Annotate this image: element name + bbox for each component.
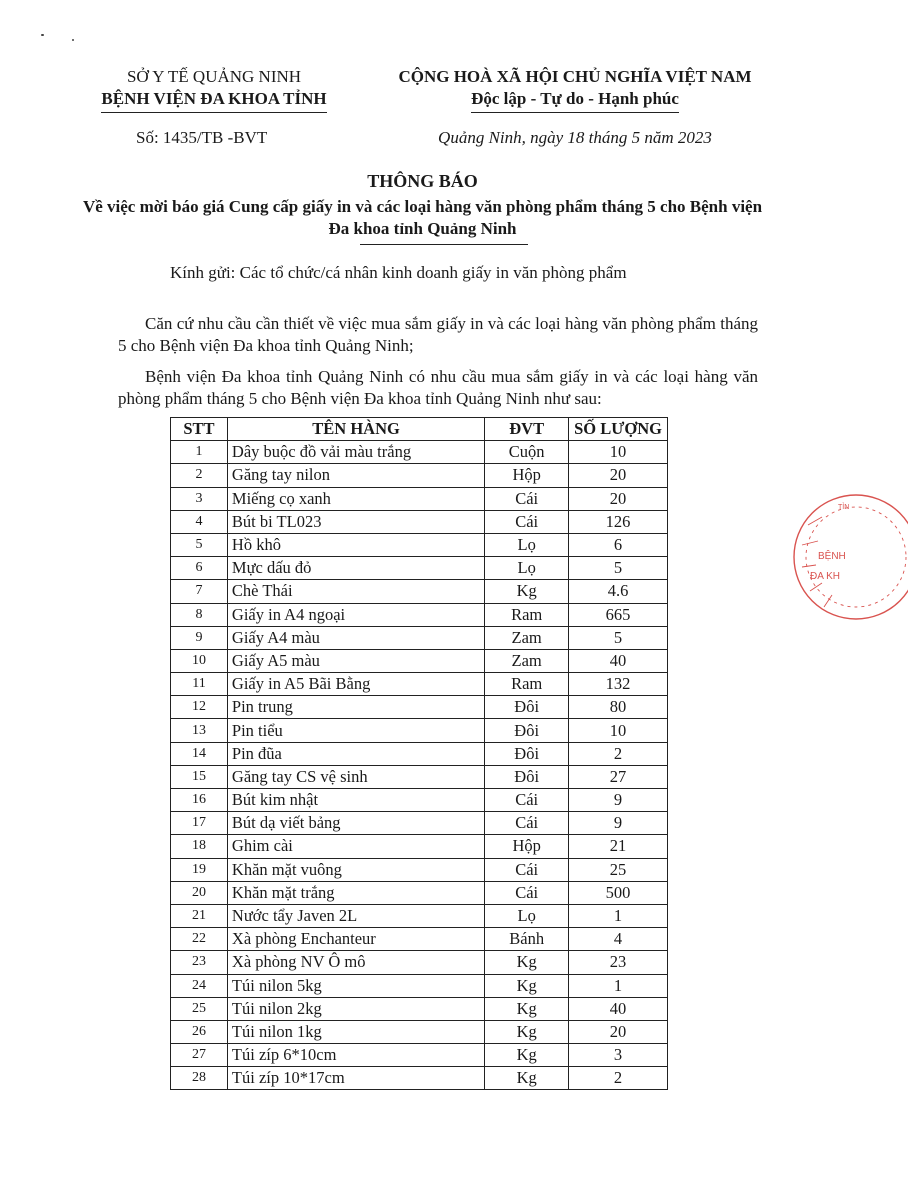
row-number: 15 [171,765,228,788]
header-item-name: TÊN HÀNG [227,418,484,441]
table-row [171,1067,668,1090]
table-row [171,557,668,580]
scan-speck [72,39,74,41]
red-seal-stamp [788,495,908,625]
item-unit: Ram [485,673,569,696]
item-name: Bút kim nhật [227,789,484,812]
item-name: Bút bi TL023 [227,510,484,533]
item-unit: Cái [485,881,569,904]
row-number: 6 [171,557,228,580]
item-unit: Bánh [485,928,569,951]
row-number: 19 [171,858,228,881]
table-row [171,626,668,649]
header-unit: ĐVT [485,418,569,441]
table-row [171,904,668,927]
row-number: 13 [171,719,228,742]
table-row [171,997,668,1020]
item-unit: Kg [485,580,569,603]
row-number: 11 [171,673,228,696]
item-quantity: 1 [569,974,668,997]
item-unit: Cái [485,812,569,835]
item-quantity: 126 [569,510,668,533]
row-number: 21 [171,904,228,927]
row-number: 8 [171,603,228,626]
table-row [171,580,668,603]
item-name: Ghim cài [227,835,484,858]
table-row [171,765,668,788]
item-unit: Cái [485,789,569,812]
row-number: 26 [171,1020,228,1043]
item-unit: Đôi [485,765,569,788]
item-unit: Kg [485,974,569,997]
table-row [171,673,668,696]
item-name: Giấy A5 màu [227,649,484,672]
row-number: 3 [171,487,228,510]
table-row [171,1020,668,1043]
table-row [171,464,668,487]
item-unit: Đôi [485,696,569,719]
table-row [171,510,668,533]
document-subtitle: Về việc mời báo giá Cung cấp giấy in và các loại hàng văn phòng phẩm tháng 5 cho Bệnh viện Đa khoa tỉnh Quảng Ninh [82,197,763,238]
row-number: 28 [171,1067,228,1090]
item-name: Găng tay nilon [227,464,484,487]
agency-parent: SỞ Y TẾ QUẢNG NINH [126,67,302,86]
row-number: 12 [171,696,228,719]
row-number: 25 [171,997,228,1020]
item-quantity: 21 [569,835,668,858]
table-row [171,1044,668,1067]
svg-text:TỈN: TỈN [838,504,850,511]
item-quantity: 2 [569,742,668,765]
svg-text:ĐA KH: ĐA KH [810,571,841,582]
document-title: THÔNG BÁO [367,171,478,191]
item-unit: Kg [485,997,569,1020]
row-number: 27 [171,1044,228,1067]
table-row [171,441,668,464]
item-quantity: 80 [569,696,668,719]
row-number: 5 [171,533,228,556]
item-quantity: 10 [569,719,668,742]
title-underline [360,244,528,245]
item-unit: Hộp [485,464,569,487]
item-unit: Cuộn [485,441,569,464]
item-unit: Ram [485,603,569,626]
addressee-line: Kính gửi: Các tổ chức/cá nhân kinh doanh giấy in văn phòng phẩm [170,263,627,282]
scan-speck [41,34,44,36]
item-quantity: 40 [569,649,668,672]
item-name: Giấy in A5 Bãi Bằng [227,673,484,696]
table-row [171,951,668,974]
item-name: Miếng cọ xanh [227,487,484,510]
item-name: Túi zíp 6*10cm [227,1044,484,1067]
row-number: 17 [171,812,228,835]
item-quantity: 665 [569,603,668,626]
item-name: Nước tẩy Javen 2L [227,904,484,927]
item-unit: Hộp [485,835,569,858]
table-row [171,881,668,904]
table-header-row [171,418,668,441]
item-unit: Zam [485,626,569,649]
item-unit: Đôi [485,719,569,742]
item-name: Găng tay CS vệ sinh [227,765,484,788]
item-name: Khăn mặt trắng [227,881,484,904]
item-quantity: 4 [569,928,668,951]
item-name: Xà phòng Enchanteur [227,928,484,951]
item-name: Giấy A4 màu [227,626,484,649]
item-name: Hồ khô [227,533,484,556]
item-unit: Lọ [485,533,569,556]
item-unit: Cái [485,510,569,533]
item-unit: Kg [485,1044,569,1067]
items-table-body [171,441,668,1090]
country-name: CỘNG HOÀ XÃ HỘI CHỦ NGHĨA VIỆT NAM [398,67,752,86]
row-number: 7 [171,580,228,603]
row-number: 22 [171,928,228,951]
item-name: Pin trung [227,696,484,719]
item-unit: Kg [485,951,569,974]
document-number: Số: 1435/TB -BVT [136,128,268,147]
paragraph-basis: Căn cứ nhu cầu cần thiết về việc mua sắm giấy in và các loại hàng văn phòng phẩm tháng 5 cho Bệnh viện Đa khoa tỉnh Quảng Ninh; [118,314,758,355]
row-number: 23 [171,951,228,974]
item-unit: Lọ [485,557,569,580]
item-quantity: 5 [569,557,668,580]
item-quantity: 132 [569,673,668,696]
table-row [171,487,668,510]
item-name: Bút dạ viết bảng [227,812,484,835]
table-row [171,858,668,881]
header-quantity: SỐ LƯỢNG [569,418,668,441]
item-name: Túi nilon 1kg [227,1020,484,1043]
table-row [171,928,668,951]
row-number: 9 [171,626,228,649]
table-row [171,719,668,742]
item-name: Túi zíp 10*17cm [227,1067,484,1090]
item-name: Giấy in A4 ngoại [227,603,484,626]
national-motto: Độc lập - Tự do - Hạnh phúc [471,88,679,113]
item-name: Xà phòng NV Ô mô [227,951,484,974]
item-unit: Lọ [485,904,569,927]
item-quantity: 40 [569,997,668,1020]
paragraph-request: Bệnh viện Đa khoa tỉnh Quảng Ninh có nhu cầu mua sắm giấy in và các loại hàng văn phòng phẩm tháng 5 cho Bệnh viện Đa khoa tỉnh Quảng Ninh như sau: [118,367,758,408]
table-row [171,974,668,997]
item-name: Pin đũa [227,742,484,765]
item-quantity: 20 [569,1020,668,1043]
item-unit: Cái [485,858,569,881]
item-quantity: 3 [569,1044,668,1067]
header-stt: STT [171,418,228,441]
item-quantity: 9 [569,812,668,835]
item-unit: Kg [485,1020,569,1043]
item-name: Mực dấu đỏ [227,557,484,580]
item-quantity: 500 [569,881,668,904]
table-row [171,789,668,812]
item-name: Chè Thái [227,580,484,603]
item-quantity: 5 [569,626,668,649]
agency-name: BỆNH VIỆN ĐA KHOA TỈNH [101,88,326,113]
table-row [171,649,668,672]
row-number: 4 [171,510,228,533]
table-row [171,696,668,719]
issuing-agency [84,66,344,113]
item-unit: Cái [485,487,569,510]
item-name: Khăn mặt vuông [227,858,484,881]
table-row [171,835,668,858]
place-and-date: Quảng Ninh, ngày 18 tháng 5 năm 2023 [438,128,712,147]
table-row [171,603,668,626]
item-quantity: 25 [569,858,668,881]
item-unit: Kg [485,1067,569,1090]
item-quantity: 6 [569,533,668,556]
row-number: 20 [171,881,228,904]
item-quantity: 23 [569,951,668,974]
item-name: Dây buộc đồ vải màu trắng [227,441,484,464]
item-quantity: 20 [569,464,668,487]
item-quantity: 1 [569,904,668,927]
item-quantity: 2 [569,1067,668,1090]
item-name: Túi nilon 2kg [227,997,484,1020]
item-unit: Đôi [485,742,569,765]
item-quantity: 4.6 [569,580,668,603]
item-quantity: 20 [569,487,668,510]
national-header [360,66,790,113]
svg-text:BỆNH: BỆNH [818,551,846,562]
row-number: 10 [171,649,228,672]
table-row [171,812,668,835]
row-number: 18 [171,835,228,858]
row-number: 16 [171,789,228,812]
row-number: 1 [171,441,228,464]
item-quantity: 9 [569,789,668,812]
item-unit: Zam [485,649,569,672]
item-quantity: 27 [569,765,668,788]
item-quantity: 10 [569,441,668,464]
row-number: 14 [171,742,228,765]
items-table [170,417,668,1090]
row-number: 2 [171,464,228,487]
row-number: 24 [171,974,228,997]
item-name: Túi nilon 5kg [227,974,484,997]
item-name: Pin tiểu [227,719,484,742]
table-row [171,533,668,556]
table-row [171,742,668,765]
